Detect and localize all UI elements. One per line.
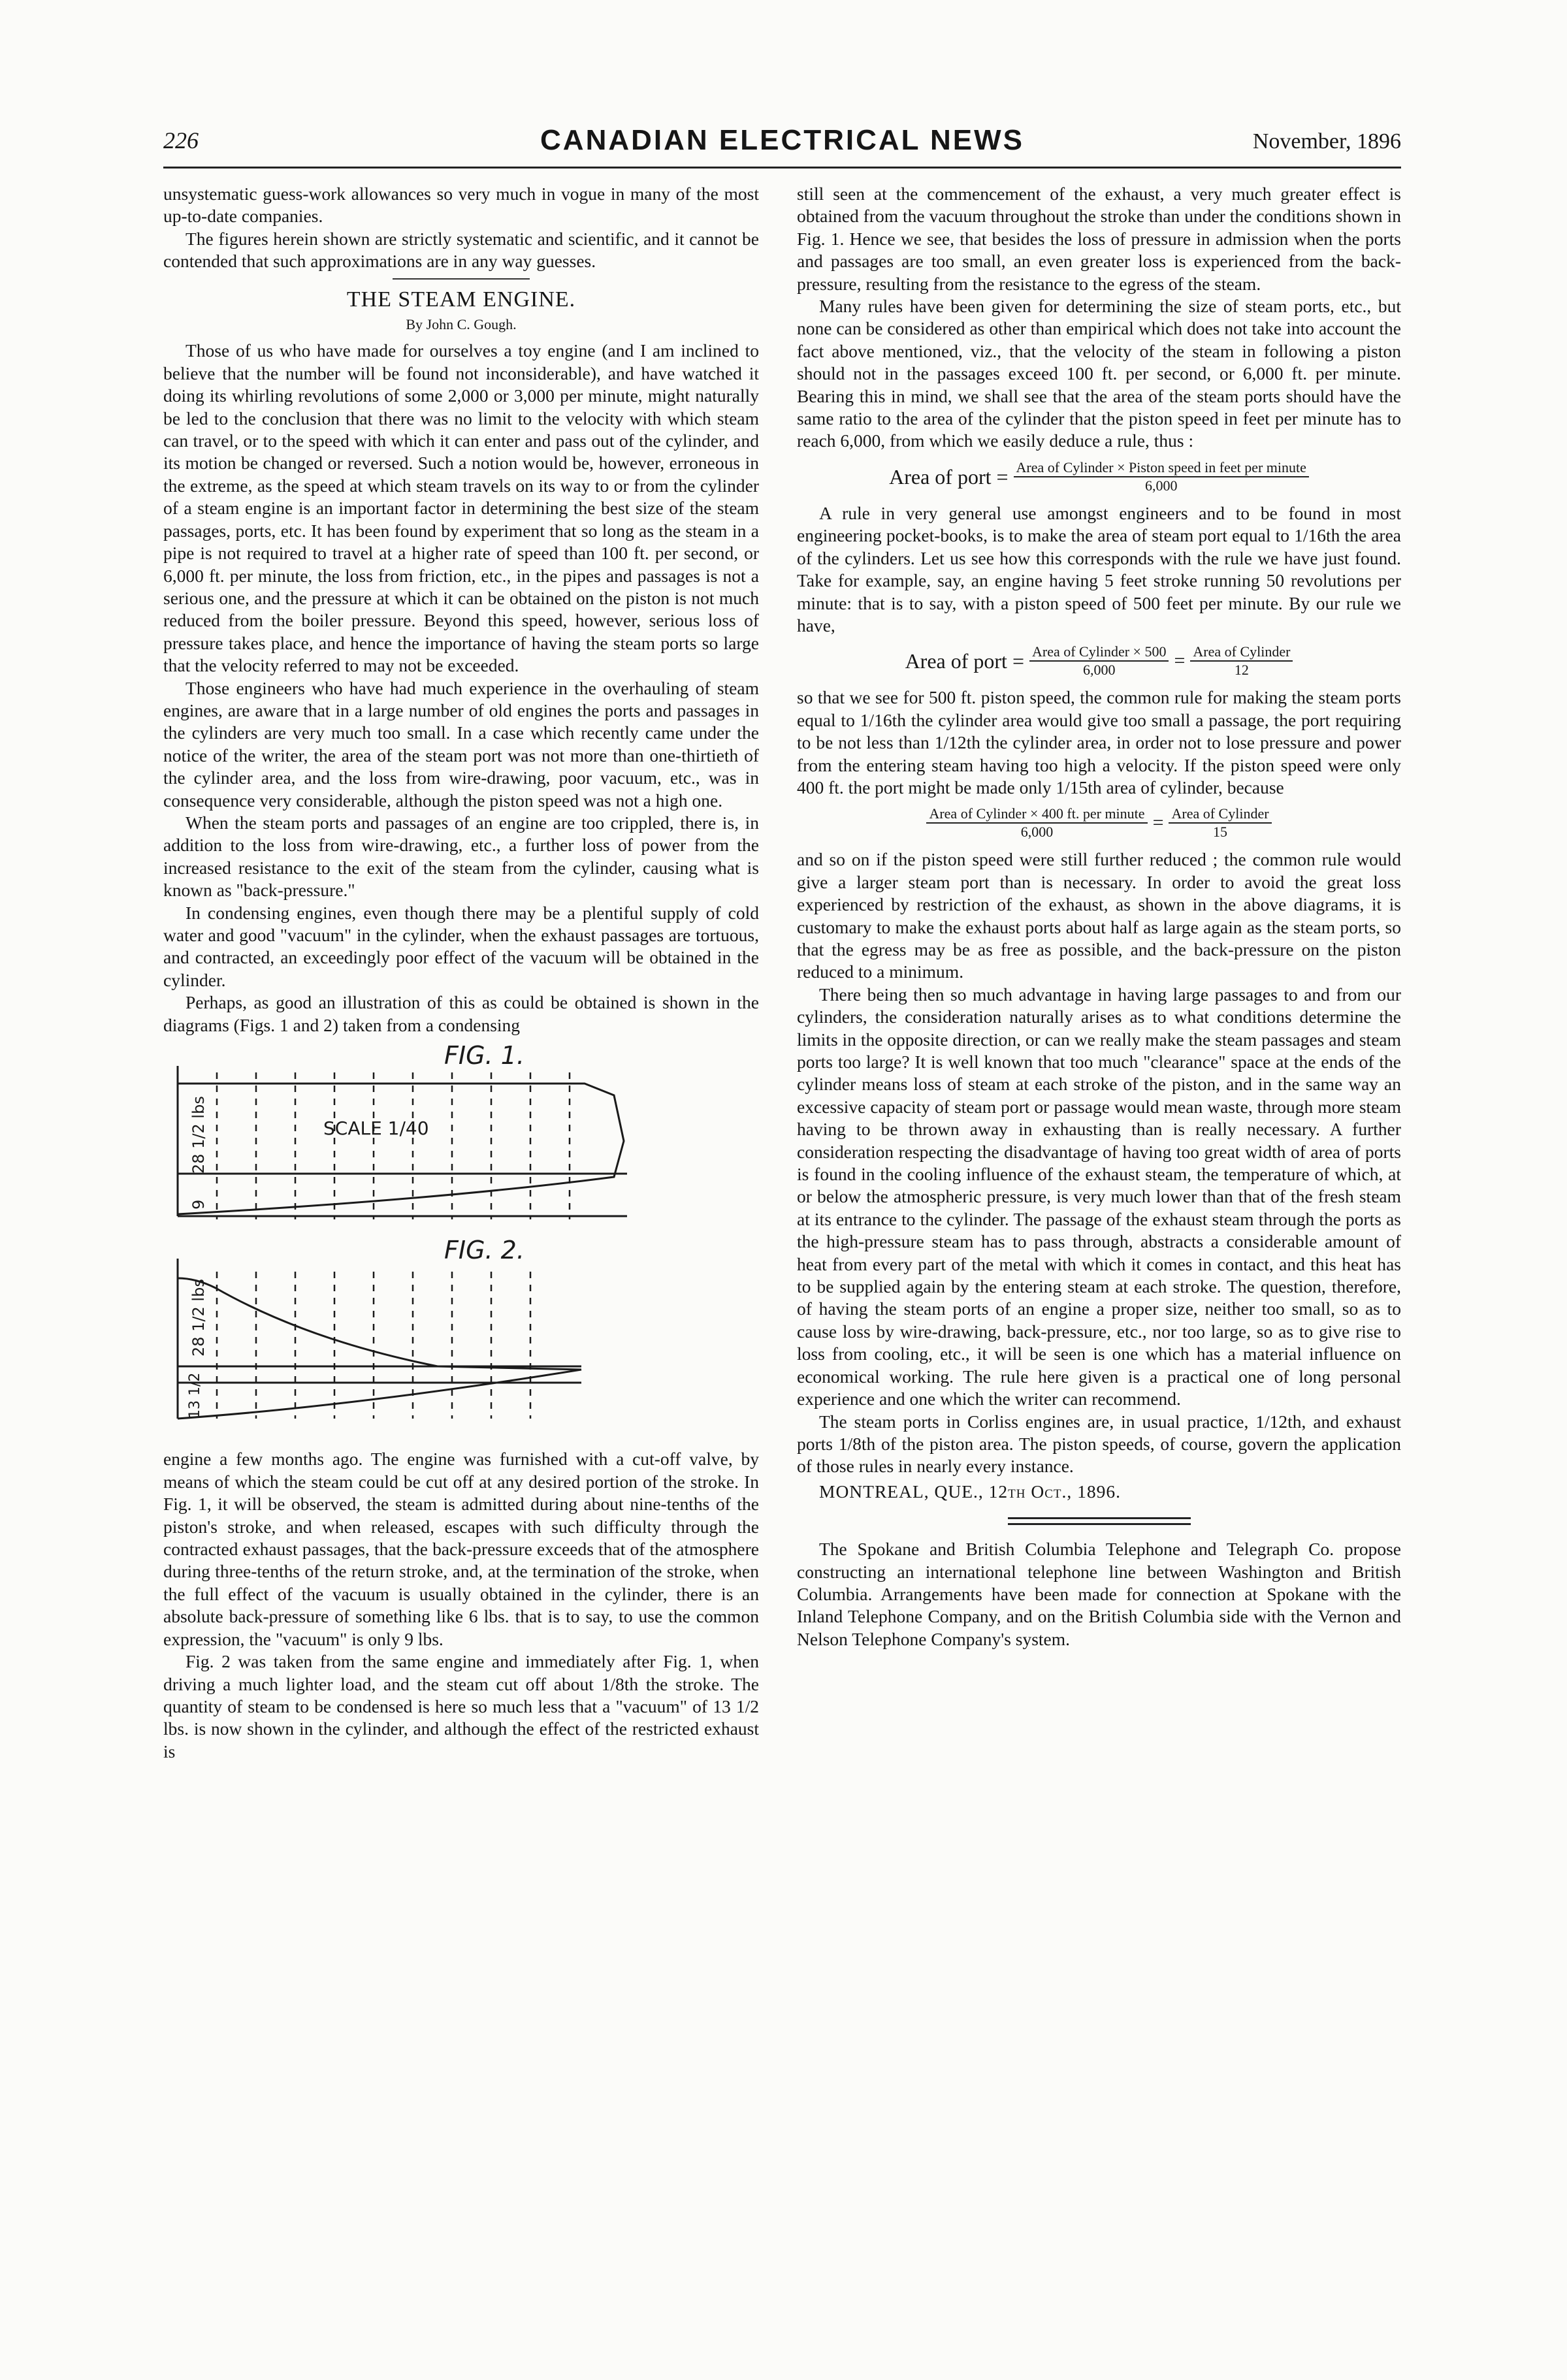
article-paragraph: still seen at the commencement of the exhaust, a very much greater effect is obtained from the vacuum throughout the stroke than under the conditions shown in Fig. 1. Hence we see, that besides the loss of pressure in admission when the ports and passages are too small, an even greater loss is experienced from the back-pressure, resulting from the resistance to the egress of the steam. [797,184,1401,294]
fig2-pressure-label: 28 1/2 lbs [189,1279,208,1357]
formula-lhs: Area of port = [889,464,1009,489]
article-paragraph: When the steam ports and passages of an engine are too crippled, there is, in addition to the loss from wire-drawing, etc., a further loss of power from the increased resistance to the exit of the steam from the cylinder, causing what is known as "back-pressure." [163,812,759,901]
article-paragraph: engine a few months ago. The engine was furnished with a cut-off valve, by means of which the steam could be cut off at any desired portion of the stroke. In Fig. 1, it will be observed, the steam is admitted during about nine-tenths of the piston's stroke, and when released, escapes with such difficulty through the contracted exhaust passages, that the back-pressure exceeds that of the atmosphere during three-tenths of the return stroke, and, at the termination of the stroke, when the full effect of the vacuum is usually obtained in the cylinder, there is an absolute back-pressure of something like 6 lbs. that is to say, to use the common expression, the "vacuum" is only 9 lbs. [163,1449,759,1649]
left-column [163,183,759,2345]
article-byline: By John C. Gough. [406,316,517,333]
article-paragraph: Many rules have been given for determining the size of steam ports, etc., but none can be considered as other than empirical which does not take into account the fact above mentioned, viz., that the velocity of the steam in following a piston should not in the passages exceed 100 ft. per second, or 6,000 ft. per minute. Bearing this in mind, we shall see that the area of the steam ports should have the same ratio to the area of the cylinder that the piston speed in feet per minute has to reach 6,000, from which we easily deduce a rule, thus : [797,296,1401,451]
section-divider [393,278,530,280]
indicator-diagram-svg [163,1043,759,1435]
right-column [797,183,1401,2345]
page-number: 226 [163,127,199,153]
indicator-diagrams [163,1043,759,1440]
fig1-vacuum-label: 9 [189,1199,208,1210]
article-paragraph: There being then so much advantage in having large passages to and from our cylinders, the consideration naturally arises as to what conditions determine the limits in the opposite direction, or can we really make the steam passages and steam ports too large? It is well known that too much "clearance" space at the ends of the cylinder means loss of steam at each stroke of the piston, and in the same way an excessive capacity of steam port or passage would mean waste, through more steam having to be thrown away in exhausting than is really necessary. A further consideration respecting the disadvantage of having too great width of area of ports is found in the cooling influence of the exhaust steam, the temperature of which, at or below the atmospheric pressure, is very much lower than that of the fresh steam at its entrance to the cylinder. The passage of the exhaust steam through the ports as the high-pressure steam has to pass through, abstracts a considerable amount of heat from every part of the metal with which it comes in contact, and this heat has to be supplied again by the entering steam at each stroke. The question, therefore, of having the steam ports of an engine a proper size, neither too small, so as to cause loss by wire-drawing, back-pressure, etc., nor too large, so as to give rise to loss from cooling, etc., it will be seen is one which has a material influence on economical working. The rule here given is a practical one of long personal experience and one which the writer can recommend. [797,984,1401,1409]
fig2-vacuum-label: 13 1/2 [187,1372,203,1419]
masthead [163,124,1401,163]
article-paragraph: In condensing engines, even though there may be a plentiful supply of cold water and good "vacuum" in the cylinder, when the exhaust passages are tortuous, and contracted, an exceedingly poor effect of the vacuum will be obtained in the cylinder. [163,902,759,990]
formula-fraction [1190,643,1293,679]
formula-denominator: 6,000 [1020,824,1054,841]
article-paragraph: Those of us who have made for ourselves a toy engine (and I am inclined to believe that the number will be found not inconsiderable), and have watched it doing its whirling revolutions of some 2,000 or 3,000 per minute, might naturally be led to the conclusion that there was no limit to the velocity with which steam can travel, or to the speed with which it can enter and pass out of the cylinder, and its motion be changed or reversed. Such a notion would be, however, erroneous in the extreme, as the speed at which steam travels on its way to or from the cylinder of a steam engine is an important factor in determining the best size of the steam passages, ports, etc. It has been found by experiment that so long as the steam in a pipe is not required to travel at a higher rate of speed than 100 ft. per second, or 6,000 ft. per minute, the loss from friction, etc., in the pipes and passages is not a serious one, and the pressure at which it can be obtained on the piston is not much reduced from the boiler pressure. Beyond this speed, however, serious loss of pressure takes place, and hence the importance of having the steam ports so large that the velocity referred to may not be exceeded. [163,340,759,676]
formula-numerator: Area of Cylinder × Piston speed in feet per minute [1014,459,1309,477]
fig1-scale-label: SCALE 1/40 [323,1118,429,1140]
article-signature: MONTREAL, QUE., 12th Oct., 1896. [819,1481,1122,1502]
formula-fraction [1029,643,1169,679]
formula-fraction [1014,459,1309,494]
issue-date: November, 1896 [1252,129,1401,153]
article-paragraph: The steam ports in Corliss engines are, in usual practice, 1/12th, and exhaust ports 1/8th of the piston area. The piston speeds, of course, govern the application of those rules in nearly every instance. [797,1411,1401,1477]
article-paragraph: and so on if the piston speed were still further reduced ; the common rule would give a larger steam port than is necessary. In order to avoid the great loss experienced by restriction of the exhaust, as shown in the above diagrams, it is customary to make the exhaust ports about half as large again as the steam ports, so that the egress may be as free as possible, and the back-pressure on the piston reduced to a minimum. [797,849,1401,982]
publication-title: CANADIAN ELECTRICAL NEWS [540,124,1024,156]
article-paragraph: so that we see for 500 ft. piston speed, the common rule for making the steam ports equal to 1/16th the cylinder area would give too small a passage, the port requiring to be not less than 1/12th the cylinder area, in order not to lose pressure and power from the entering steam having too high a velocity. If the piston speed were only 400 ft. the port might be made only 1/15th area of cylinder, because [797,687,1401,797]
fig1-pressure-label: 28 1/2 lbs [189,1096,208,1174]
article-paragraph: Perhaps, as good an illustration of this as could be obtained is shown in the diagrams (Figs. 1 and 2) taken from a condensing [163,992,759,1035]
formula-port-area [797,459,1401,494]
intro-paragraph: unsystematic guess-work allowances so very much in vogue in many of the most up-to-date companies. [163,184,759,227]
formula-denominator: 6,000 [1082,662,1116,679]
fig1-diagram [178,1066,627,1219]
article-paragraph: A rule in very general use amongst engineers and to be found in most engineering pocket-books, is to make the area of steam port equal to 1/16th the area of the cylinders. Let us see how this corresponds with the rule we have just found. Take for example, say, an engine having 5 feet stroke running 50 revolutions per minute: that is to say, with a piston speed of 500 feet per minute. By our rule we have, [797,502,1401,635]
fig1-caption: FIG. 1. [444,1043,525,1070]
formula-numerator: Area of Cylinder × 400 ft. per minute [926,805,1147,824]
fig2-diagram [178,1259,581,1419]
intro-paragraph: The figures herein shown are strictly systematic and scientific, and it cannot be contended that such approximations are in any way guesses. [163,228,759,272]
formula-numerator: Area of Cylinder [1169,805,1271,824]
formula-denominator: 6,000 [1144,477,1178,494]
formula-denominator: 12 [1234,662,1249,679]
article-paragraph: Fig. 2 was taken from the same engine and immediately after Fig. 1, when driving a much lighter load, and the steam cut off about 1/8th the stroke. The quantity of steam to be condensed is here so much less that a "vacuum" of 13 1/2 lbs. is now shown in the cylinder, and although the effect of the restricted exhaust is [163,1651,759,1761]
formula-numerator: Area of Cylinder [1190,643,1293,662]
header-rule [163,167,1401,169]
formula-fraction [926,805,1147,841]
formula-numerator: Area of Cylinder × 500 [1029,643,1169,662]
article-paragraph: Those engineers who have had much experience in the overhauling of steam engines, are aware that in a large number of old engines the ports and passages in the cylinders are very much too small. In a case which recently came under the notice of the writer, the area of the steam port was not more than one-thirtieth of the cylinder area, and the loss from wire-drawing, poor vacuum, etc., was in consequence very considerable, although the piston speed was not a high one. [163,677,759,811]
formula-denominator: 15 [1213,824,1228,841]
fig2-caption: FIG. 2. [444,1236,525,1265]
formula-fraction [1169,805,1271,841]
formula-lhs: Area of port = [905,649,1024,673]
formula-example-500: Area of port = $\frac{\text{Area of Cylinder × 500}}{6,000}$ = $\frac{\text{Area of Cylinder}}{12}$ [797,643,1401,679]
article-title: THE STEAM ENGINE. [346,287,576,312]
news-item: The Spokane and British Columbia Telephone and Telegraph Co. propose constructing an international telephone line between Washington and British Columbia. Arrangements have been made for connection at Spokane with the Inland Telephone Company, and on the British Columbia side with the Vernon and Nelson Telephone Company's system. [797,1539,1401,1649]
formula-example-400: $\frac{\text{Area of Cylinder × 400 ft. per minute}}{6,000}$ = $\frac{\text{Area of Cylinder}}{15}$ [797,805,1401,841]
section-double-rule [1008,1517,1191,1525]
